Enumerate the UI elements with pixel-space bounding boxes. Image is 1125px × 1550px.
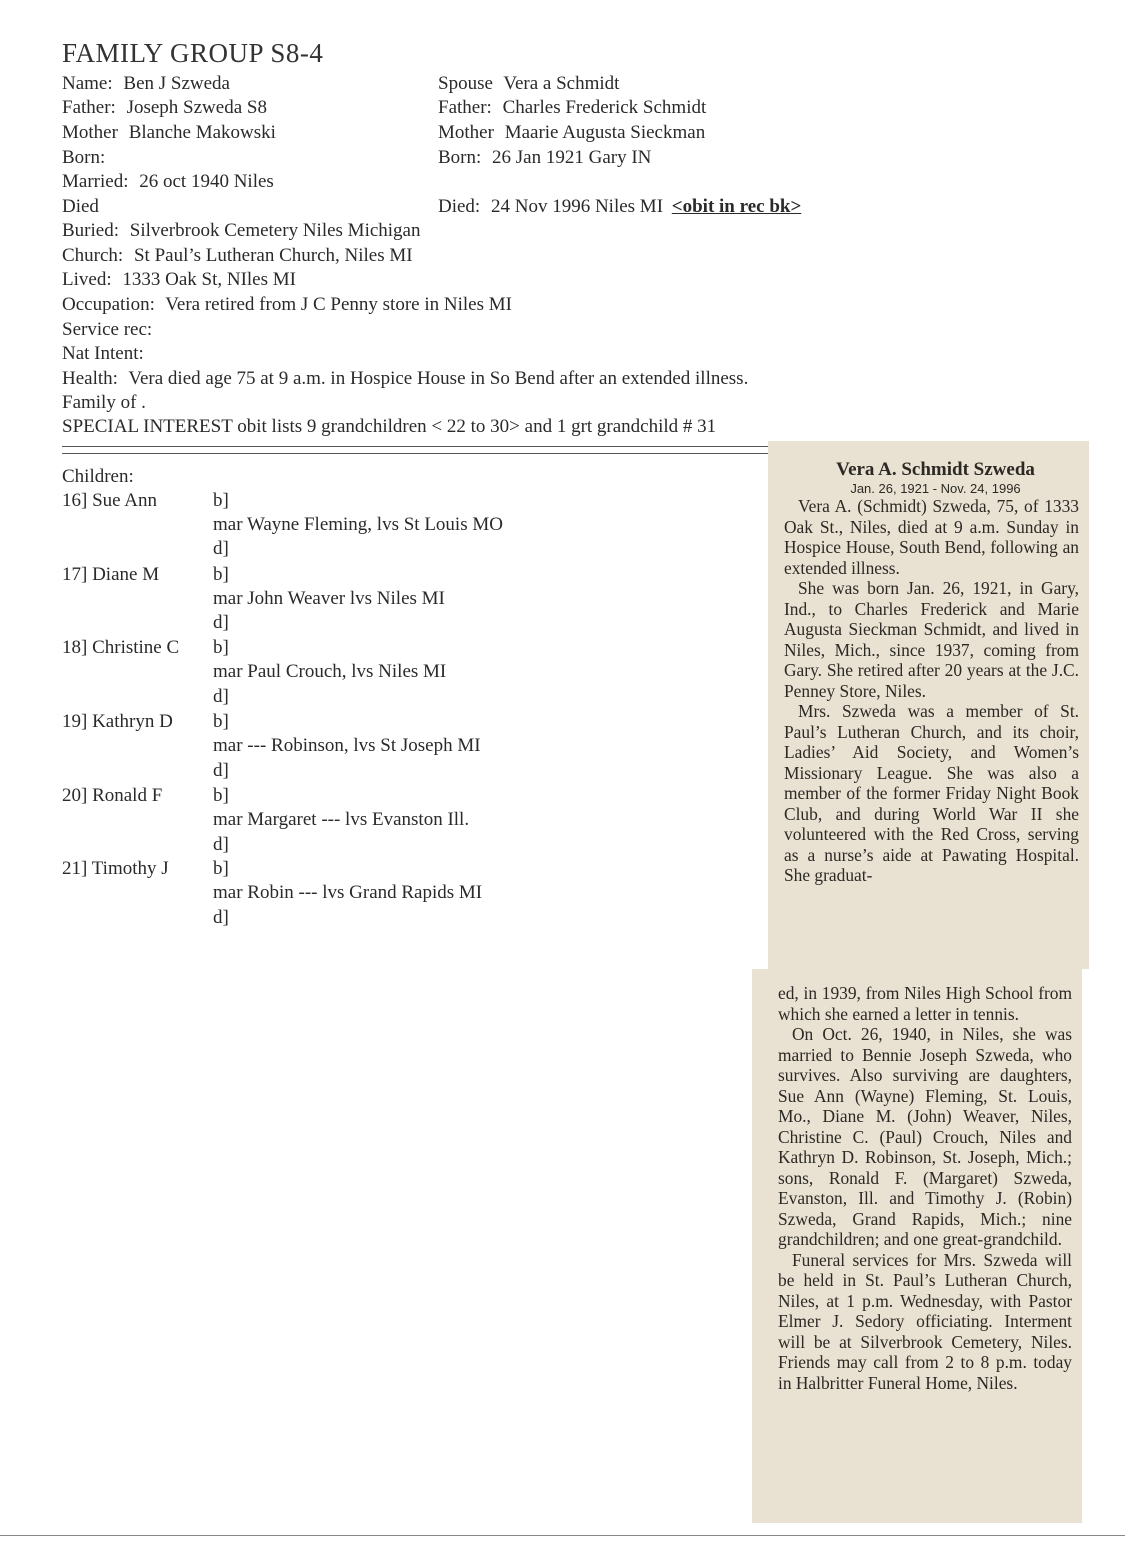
health-row [62,367,748,391]
buried-value: Silverbrook Cemetery Niles Michigan [129,220,421,241]
nat-intent-label: Nat Intent: [62,343,144,364]
name-label: Name: [62,73,113,94]
born-row [62,146,111,170]
health-label: Health: [62,368,118,389]
spouse-value: Vera a Schmidt [503,73,620,94]
child-name: 16] Sue Ann [62,490,157,511]
page-title: FAMILY GROUP S8-4 [62,38,324,68]
obituary-paragraph: On Oct. 26, 1940, in Niles, she was married to Bennie Joseph Szweda, who survives. Also surviving are daughters, Sue Ann (Wayne) Fleming, St. Louis, Mo., Diane M. (John) Weaver, Niles, Christine C. (Paul) Crouch, Niles and Kathryn D. Robinson, St. Joseph, Mich.; sons, Ronald F. (Margaret) Szweda, Evanston, Ill. and Timothy J. (Robin) Szweda, Grand Rapids, Mich.; nine grandchildren; and one great-grandchild. [778,1024,1072,1249]
child-name: 19] Kathryn D [62,711,173,732]
father-row [62,96,267,120]
double-rule-divider [62,446,784,454]
mother-row [62,121,276,145]
lived-label: Lived: [62,269,112,290]
child-born: b] [213,490,229,511]
obituary-clipping-bottom [752,969,1082,1523]
spouse-born-label: Born: [438,147,482,168]
occupation-label: Occupation: [62,294,155,315]
died-row [62,195,105,219]
obit-reference: <obit in rec bk> [671,196,802,217]
child-died: d] [213,612,229,633]
died-label: Died [62,196,99,217]
married-row [62,170,274,194]
father-label: Father: [62,97,116,118]
child-died: d] [213,760,229,781]
family-of: Family of . [62,392,146,413]
buried-row [62,219,421,243]
spouse-died-value: 24 Nov 1996 Niles MI [490,196,664,217]
obituary-paragraph: Funeral services for Mrs. Szweda will be held in St. Paul’s Lutheran Church, Niles, at 1 p.m. Wednesday, with Pastor Elmer J. Sedory officiating. Interment will be at Silverbrook Cemetery, Niles. Friends may call from 2 to 8 p.m. today in Halbritter Funeral Home, Niles. [778,1249,1072,1393]
spouse-died-row [438,195,801,219]
spouse-father-row [438,96,706,120]
spouse-mother-label: Mother [438,122,494,143]
church-label: Church: [62,245,124,266]
child-name: 17] Diane M [62,564,160,585]
occupation-value: Vera retired from J C Penny store in Niles MI [165,294,512,315]
child-marriage: mar Margaret --- lvs Evanston Ill. [213,809,470,830]
name-value: Ben J Szweda [123,73,230,94]
child-marriage: mar Robin --- lvs Grand Rapids MI [213,882,483,903]
name-row [62,72,230,96]
spouse-died-label: Died: [438,196,481,217]
obituary-paragraph: Mrs. Szweda was a member of St. Paul’s Lutheran Church, and its choir, Ladies’ Aid Society, and Women’s Missionary League. She was also a member of the former Friday Night Book Club, and during World War II she volunteered with the Red Cross, serving as a nurse’s aide at Pawating Hospital. She graduat- [784,701,1079,885]
spouse-father-label: Father: [438,97,492,118]
child-died: d] [213,686,229,707]
child-born: b] [213,785,229,806]
born-label: Born: [62,147,106,168]
page-bottom-edge [0,1535,1125,1536]
obituary-body-bottom [752,969,1082,1393]
church-row [62,244,413,268]
married-label: Married: [62,171,129,192]
obituary-paragraph: Vera A. (Schmidt) Szweda, 75, of 1333 Oak St., Niles, died at 9 a.m. Sunday in Hospice House, South Bend, following an extended illness. [784,496,1079,578]
mother-label: Mother [62,122,118,143]
obituary-paragraph: ed, in 1939, from Niles High School from which she earned a letter in tennis. [778,983,1072,1024]
spouse-row [438,72,619,96]
child-marriage: mar Paul Crouch, lvs Niles MI [213,661,447,682]
service-row [62,318,158,342]
buried-label: Buried: [62,220,119,241]
child-name: 21] Timothy J [62,858,169,879]
child-name: 18] Christine C [62,637,180,658]
spouse-mother-row [438,121,705,145]
church-value: St Paul’s Lutheran Church, Niles MI [133,245,413,266]
child-born: b] [213,711,229,732]
father-value: Joseph Szweda S8 [126,97,267,118]
spouse-born-row [438,146,651,170]
obituary-dates: Jan. 26, 1921 - Nov. 24, 1996 [850,481,1021,496]
spouse-born-value: 26 Jan 1921 Gary IN [492,147,652,168]
spouse-label: Spouse [438,73,493,94]
child-died: d] [213,907,229,928]
mother-value: Blanche Makowski [128,122,276,143]
special-interest: SPECIAL INTEREST obit lists 9 grandchildren < 22 to 30> and 1 grt grandchild # 31 [62,416,717,437]
child-marriage: mar John Weaver lvs Niles MI [213,588,445,609]
child-name: 20] Ronald F [62,785,163,806]
nat-intent-row [62,342,150,366]
lived-row [62,268,296,292]
obituary-clipping-top [768,441,1089,969]
child-died: d] [213,538,229,559]
obituary-body-top [768,496,1089,886]
spouse-mother-value: Maarie Augusta Sieckman [504,122,706,143]
child-born: b] [213,564,229,585]
obituary-paragraph: She was born Jan. 26, 1921, in Gary, Ind., to Charles Frederick and Marie Augusta Sieckman Schmidt, and lived in Niles, Mich., since 1937, coming from Gary. She retired after 20 years at the J.C. Penney Store, Niles. [784,578,1079,701]
obituary-heading: Vera A. Schmidt Szweda [836,459,1035,480]
lived-value: 1333 Oak St, NIles MI [122,269,296,290]
married-value: 26 oct 1940 Niles [139,171,274,192]
child-died: d] [213,834,229,855]
service-label: Service rec: [62,319,153,340]
child-born: b] [213,858,229,879]
children-label: Children: [62,466,134,487]
child-marriage: mar --- Robinson, lvs St Joseph MI [213,735,481,756]
child-born: b] [213,637,229,658]
occupation-row [62,293,512,317]
spouse-father-value: Charles Frederick Schmidt [502,97,707,118]
health-value: Vera died age 75 at 9 a.m. in Hospice House in So Bend after an extended illness. [128,368,749,389]
child-marriage: mar Wayne Fleming, lvs St Louis MO [213,514,503,535]
